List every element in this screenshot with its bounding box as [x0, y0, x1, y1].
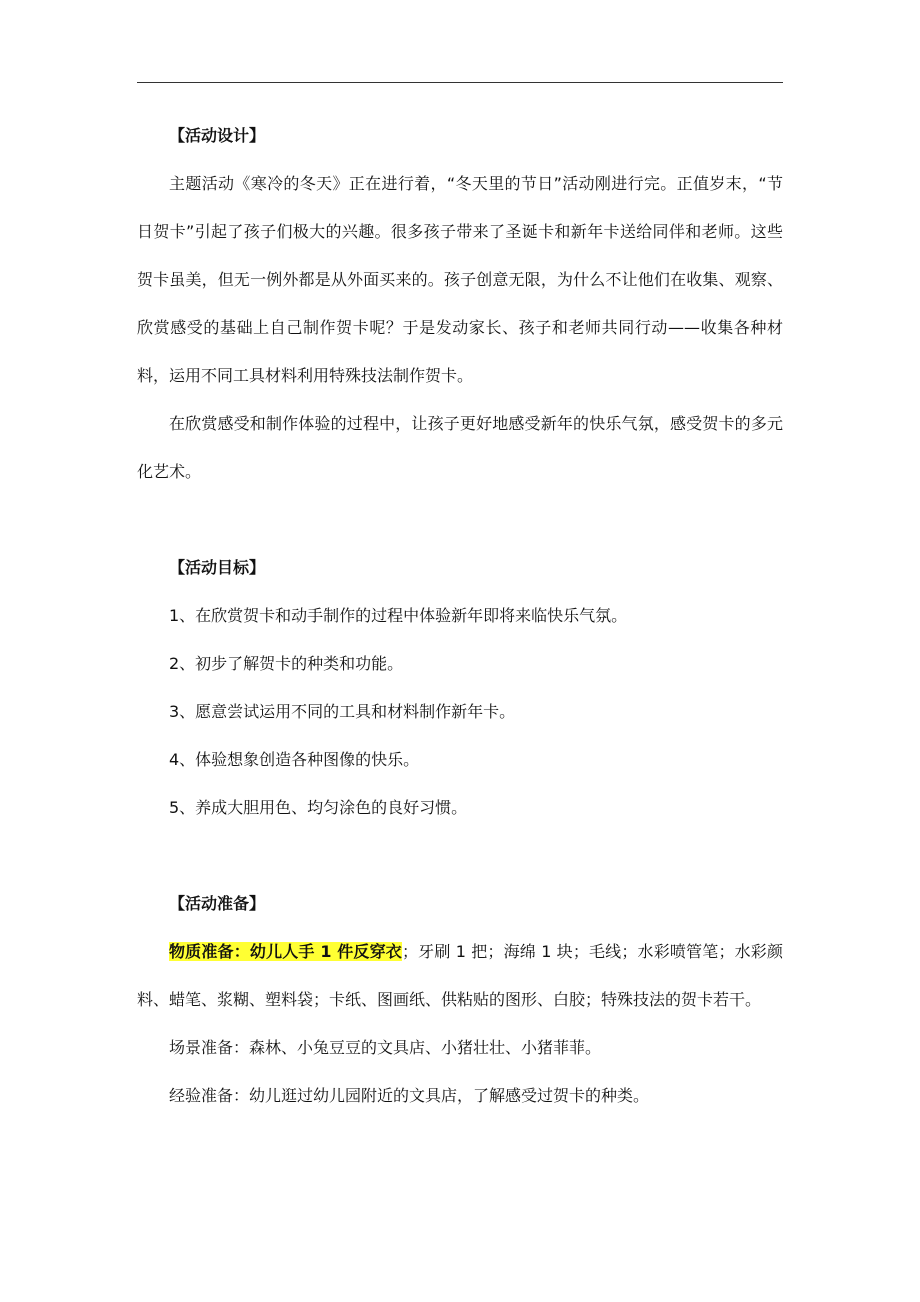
goal-item-3: 3、愿意尝试运用不同的工具和材料制作新年卡。: [169, 702, 516, 721]
section-gap: [137, 832, 783, 880]
document-body: [137, 112, 783, 1120]
design-heading: 【活动设计】: [169, 126, 266, 145]
section-gap: [137, 496, 783, 544]
design-paragraph-2: 在欣赏感受和制作体验的过程中，让孩子更好地感受新年的快乐气氛，感受贺卡的多元化艺术。: [137, 414, 783, 481]
experience-preparation: 经验准备：幼儿逛过幼儿园附近的文具店，了解感受过贺卡的种类。: [169, 1086, 650, 1105]
scene-preparation: 场景准备：森林、小兔豆豆的文具店、小猪壮壮、小猪菲菲。: [169, 1038, 602, 1057]
material-list: ；牙刷 1 把；海绵 1 块；毛线；水彩喷管笔；水彩颜料、蜡笔、浆糊、塑料袋；卡纸、图画纸、供粘贴的图形、白胶；特殊技法的贺卡若干。: [137, 942, 783, 1009]
goal-item-4: 4、体验想象创造各种图像的快乐。: [169, 750, 420, 769]
goal-item-1: 1、在欣赏贺卡和动手制作的过程中体验新年即将来临快乐气氛。: [169, 606, 628, 625]
preparation-heading: 【活动准备】: [169, 894, 266, 913]
material-highlight: 物质准备：幼儿人手 1 件反穿衣: [169, 942, 402, 961]
goal-item-5: 5、养成大胆用色、均匀涂色的良好习惯。: [169, 798, 468, 817]
design-paragraph-1: 主题活动《寒冷的冬天》正在进行着，“冬天里的节日”活动刚进行完。正值岁末，“节日贺卡”引起了孩子们极大的兴趣。很多孩子带来了圣诞卡和新年卡送给同伴和老师。这些贺卡虽美，但无一例外都是从外面买来的。孩子创意无限，为什么不让他们在收集、观察、欣赏感受的基础上自己制作贺卡呢？于是发动家长、孩子和老师共同行动——收集各种材料，运用不同工具材料利用特殊技法制作贺卡。: [137, 174, 783, 385]
goals-heading: 【活动目标】: [169, 558, 266, 577]
material-preparation: [137, 928, 783, 1024]
goal-item-2: 2、初步了解贺卡的种类和功能。: [169, 654, 404, 673]
header-rule: [137, 82, 783, 83]
